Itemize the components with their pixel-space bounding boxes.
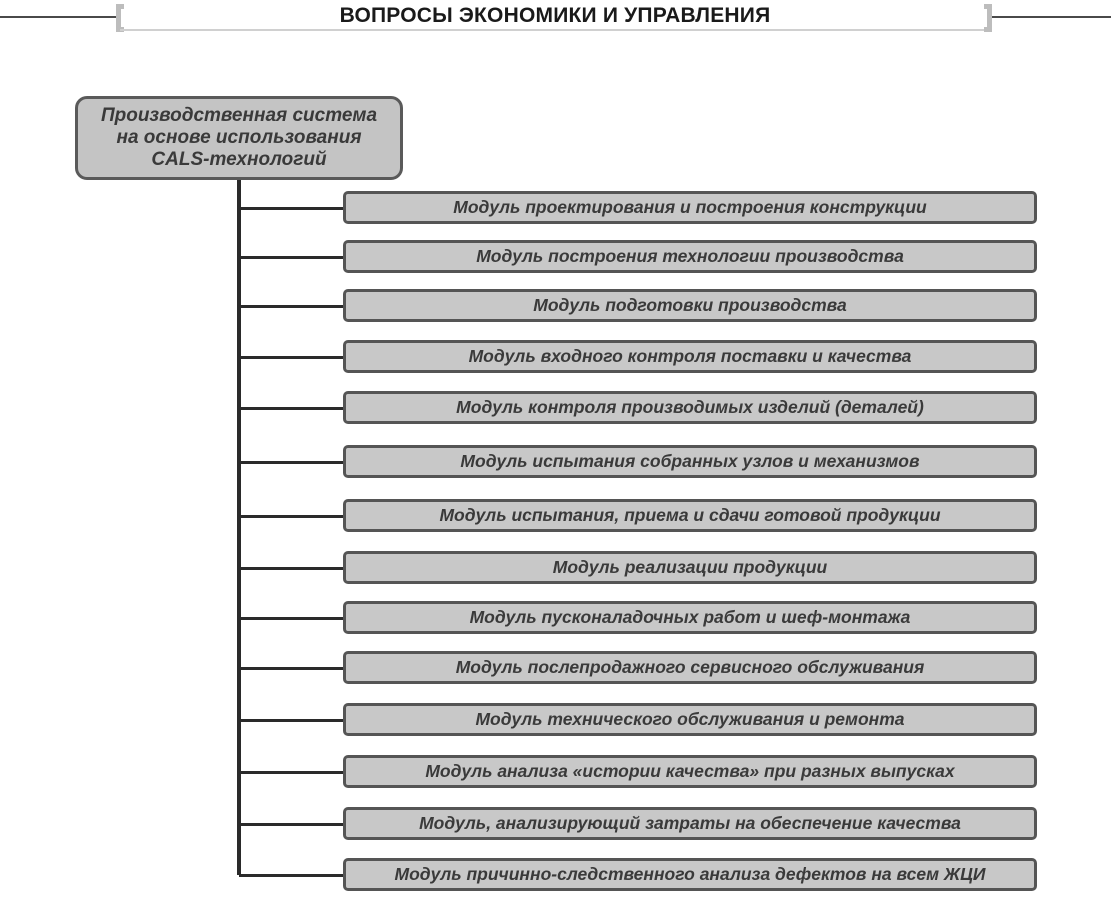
header-rule-right — [992, 16, 1111, 18]
module-box-defect-analysis: Модуль причинно-следственного анализа дефектов на всем ЖЦИ — [343, 858, 1037, 891]
module-box-sales: Модуль реализации продукции — [343, 551, 1037, 584]
module-box-after-sales: Модуль послепродажного сервисного обслуживания — [343, 651, 1037, 684]
branch-connector — [239, 207, 345, 210]
branch-connector — [239, 667, 345, 670]
branch-connector — [239, 305, 345, 308]
module-box-assembly-testing: Модуль испытания собранных узлов и механизмов — [343, 445, 1037, 478]
module-box-quality-costs: Модуль, анализирующий затраты на обеспечение качества — [343, 807, 1037, 840]
branch-connector — [239, 567, 345, 570]
branch-connector — [239, 407, 345, 410]
root-node — [75, 96, 403, 180]
module-box-commissioning: Модуль пусконаладочных работ и шеф-монтажа — [343, 601, 1037, 634]
branch-connector — [239, 461, 345, 464]
module-box-quality-history: Модуль анализа «истории качества» при разных выпусках — [343, 755, 1037, 788]
root-node-line-2: на основе использования — [116, 127, 362, 148]
module-box-design: Модуль проектирования и построения конструкции — [343, 191, 1037, 224]
branch-connector — [239, 771, 345, 774]
page-header-title: ВОПРОСЫ ЭКОНОМИКИ И УПРАВЛЕНИЯ — [339, 4, 771, 27]
header-rule-left — [0, 16, 120, 18]
branch-connector — [239, 874, 345, 877]
branch-connector — [239, 719, 345, 722]
module-box-acceptance: Модуль испытания, приема и сдачи готовой продукции — [343, 499, 1037, 532]
root-node-line-1: Производственная система — [100, 105, 378, 126]
header-bracket-right — [984, 4, 992, 32]
branch-connector — [239, 356, 345, 359]
branch-connector — [239, 617, 345, 620]
module-box-product-control: Модуль контроля производимых изделий (деталей) — [343, 391, 1037, 424]
module-box-technology: Модуль построения технологии производства — [343, 240, 1037, 273]
branch-connector — [239, 823, 345, 826]
module-box-preparation: Модуль подготовки производства — [343, 289, 1037, 322]
module-box-maintenance: Модуль технического обслуживания и ремонта — [343, 703, 1037, 736]
header-underline — [120, 29, 988, 31]
module-box-incoming-control: Модуль входного контроля поставки и качества — [343, 340, 1037, 373]
branch-connector — [239, 515, 345, 518]
branch-connector — [239, 256, 345, 259]
root-node-line-3: CALS-технологий — [151, 149, 327, 170]
